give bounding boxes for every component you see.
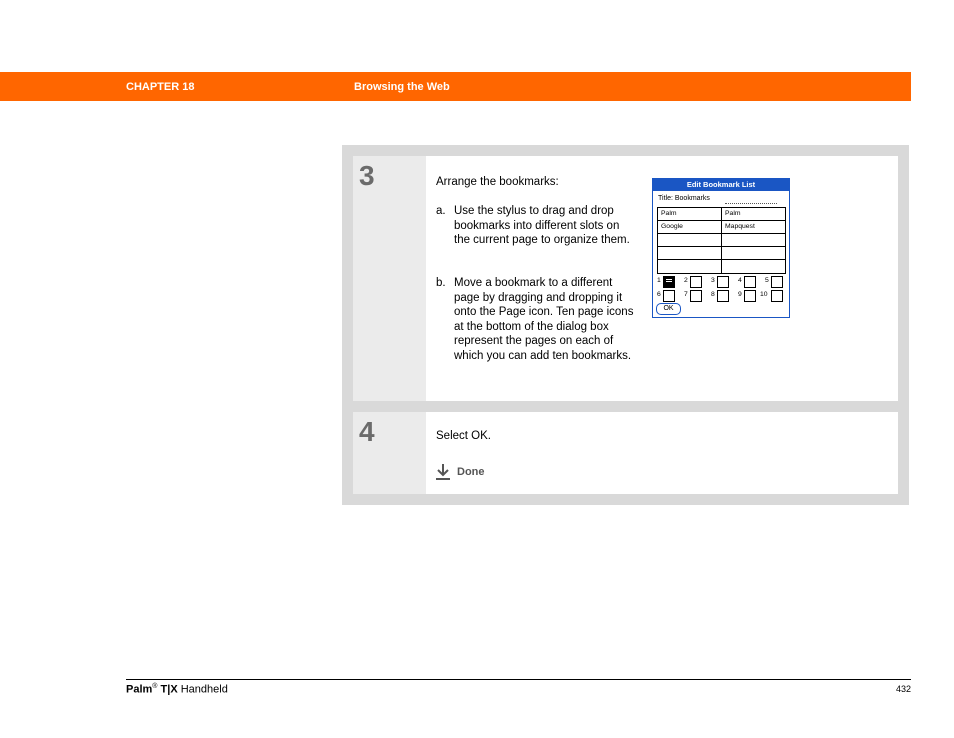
done-label: Done (457, 466, 485, 478)
step-intro: Arrange the bookmarks: (436, 176, 559, 188)
bookmark-slot[interactable]: Palm (725, 210, 741, 217)
page-icon[interactable] (771, 290, 783, 302)
page-icon[interactable] (663, 290, 675, 302)
title-field (658, 195, 710, 202)
step-content (426, 412, 898, 494)
list-text: Move a bookmark to a different page by dragging and dropping it onto the Page icon. Ten page icons at the bottom of the dialog box represent the pages on each of which you can add ten bookmarks. (454, 277, 634, 362)
footer-divider (126, 679, 911, 680)
page-number: 3 (711, 277, 715, 284)
footer-product (126, 683, 228, 696)
page-icon[interactable] (663, 276, 675, 288)
title-field-value: Bookmarks (674, 195, 710, 202)
step-number: 4 (359, 416, 375, 447)
title-field-underline (725, 203, 777, 204)
page-number: 5 (765, 277, 769, 284)
bookmark-slot[interactable]: Mapquest (725, 223, 755, 230)
page-number: 8 (711, 291, 715, 298)
page-icon[interactable] (771, 276, 783, 288)
page-number: 10 (760, 291, 768, 298)
step-number-column (353, 412, 426, 494)
step-number-column (353, 156, 426, 401)
product-name: Handheld (180, 683, 228, 696)
bookmark-slot[interactable]: Google (661, 223, 683, 230)
page-number: 4 (738, 277, 742, 284)
registered-mark: ® (152, 683, 158, 690)
step-number: 3 (359, 160, 375, 191)
chapter-header-bar (0, 72, 911, 101)
step-3 (353, 156, 898, 401)
page-number: 1 (657, 277, 661, 284)
page-icon[interactable] (690, 290, 702, 302)
list-marker: b. (436, 277, 446, 289)
list-marker: a. (436, 205, 446, 217)
chapter-label: CHAPTER 18 (126, 81, 195, 93)
page-number: 7 (684, 291, 688, 298)
section-title: Browsing the Web (354, 81, 450, 93)
title-field-label: Title: (658, 195, 673, 202)
page-number: 9 (738, 291, 742, 298)
page-icon[interactable] (690, 276, 702, 288)
bookmark-grid (657, 207, 786, 274)
page-number: 6 (657, 291, 661, 298)
page-icon[interactable] (744, 290, 756, 302)
steps-container (342, 145, 909, 505)
down-arrow-icon (436, 464, 450, 480)
page-number: 2 (684, 277, 688, 284)
step-text: Select OK. (436, 430, 491, 442)
step-content (426, 156, 898, 401)
step-4 (353, 412, 898, 494)
page-number: 432 (895, 684, 911, 694)
bookmark-slot[interactable]: Palm (661, 210, 677, 217)
brand-name: Palm (126, 683, 153, 696)
dialog-title: Edit Bookmark List (653, 179, 789, 191)
ok-button[interactable]: OK (656, 303, 681, 315)
edit-bookmark-dialog (652, 178, 790, 318)
list-text: Use the stylus to drag and drop bookmarks into different slots on the current page to organize them. (454, 205, 630, 246)
page-icon[interactable] (717, 290, 729, 302)
page-icon[interactable] (744, 276, 756, 288)
model-name: T|X (160, 683, 178, 696)
page-icon[interactable] (717, 276, 729, 288)
